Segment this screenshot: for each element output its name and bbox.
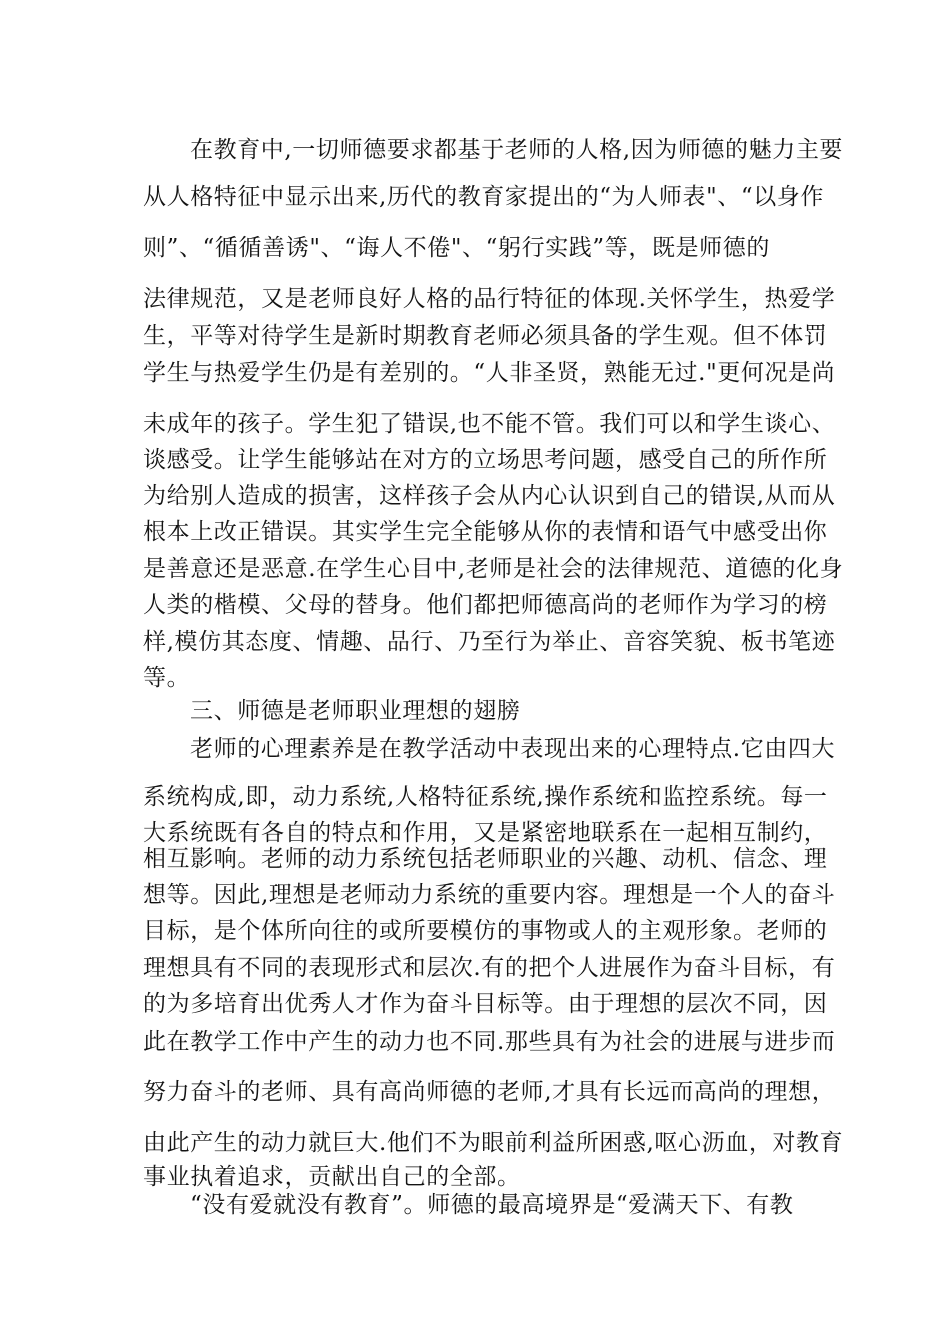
text-line: 谈感受。让学生能够站在对方的立场思考问题，感受自己的所作所 [143, 447, 828, 473]
text-line: 学生与热爱学生仍是有差别的。“人非圣贤，熟能无过."更何况是尚 [143, 360, 836, 386]
text-line: 相互影响。老师的动力系统包括老师职业的兴趣、动机、信念、理 [143, 846, 828, 872]
text-line: 目标，是个体所向往的或所要模仿的事物或人的主观形象。老师的 [143, 918, 828, 944]
text-line: 根本上改正错误。其实学生完全能够从你的表情和语气中感受出你 [143, 519, 828, 545]
text-line: 事业执着追求，贡献出自己的全部。 [143, 1164, 521, 1190]
text-line: 未成年的孩子。学生犯了错误,也不能不管。我们可以和学生谈心、 [143, 411, 836, 437]
text-line: 此在教学工作中产生的动力也不同.那些具有为社会的进展与进步而 [143, 1029, 836, 1055]
text-line: 系统构成,即，动力系统,人格特征系统,操作系统和监控系统。每一 [143, 784, 828, 810]
text-line: 等。 [143, 665, 191, 691]
text-line: 老师的心理素养是在教学活动中表现出来的心理特点.它由四大 [190, 736, 836, 762]
text-line: 努力奋斗的老师、具有高尚师德的老师,才具有长远而高尚的理想， [143, 1079, 836, 1105]
text-line: 大系统既有各自的特点和作用，又是紧密地联系在一起相互制约， [143, 820, 828, 846]
text-line: 理想具有不同的表现形式和层次.有的把个人进展作为奋斗目标，有 [143, 955, 836, 981]
text-line: 生，平等对待学生是新时期教育老师必须具备的学生观。但不体罚 [143, 323, 828, 349]
text-line: 则”、“循循善诱"、“诲人不倦"、“躬行实践”等，既是师德的 [143, 235, 770, 261]
text-line: 为给别人造成的损害，这样孩子会从内心认识到自己的错误,从而从 [143, 483, 836, 509]
section-heading: 三、师德是老师职业理想的翅膀 [190, 698, 521, 724]
text-line: 在教育中,一切师德要求都基于老师的人格,因为师德的魅力主要 [190, 137, 844, 163]
text-line: 是善意还是恶意.在学生心目中,老师是社会的法律规范、道德的化身 [143, 556, 844, 582]
text-line: 样,模仿其态度、情趣、品行、乃至行为举止、音容笑貌、板书笔迹 [143, 629, 836, 655]
text-line: “没有爱就没有教育”。师德的最高境界是“爱满天下、有教 [190, 1192, 794, 1218]
text-line: 从人格特征中显示出来,历代的教育家提出的“为人师表"、“以身作 [143, 184, 825, 210]
text-line: 的为多培育出优秀人才作为奋斗目标等。由于理想的层次不同，因 [143, 991, 828, 1017]
text-line: 想等。因此,理想是老师动力系统的重要内容。理想是一个人的奋斗 [143, 882, 836, 908]
text-line: 人类的楷模、父母的替身。他们都把师德高尚的老师作为学习的榜 [143, 592, 828, 618]
text-line: 由此产生的动力就巨大.他们不为眼前利益所困惑,呕心沥血，对教育 [143, 1130, 844, 1156]
text-line: 法律规范，又是老师良好人格的品行特征的体现.关怀学生，热爱学 [143, 286, 836, 312]
